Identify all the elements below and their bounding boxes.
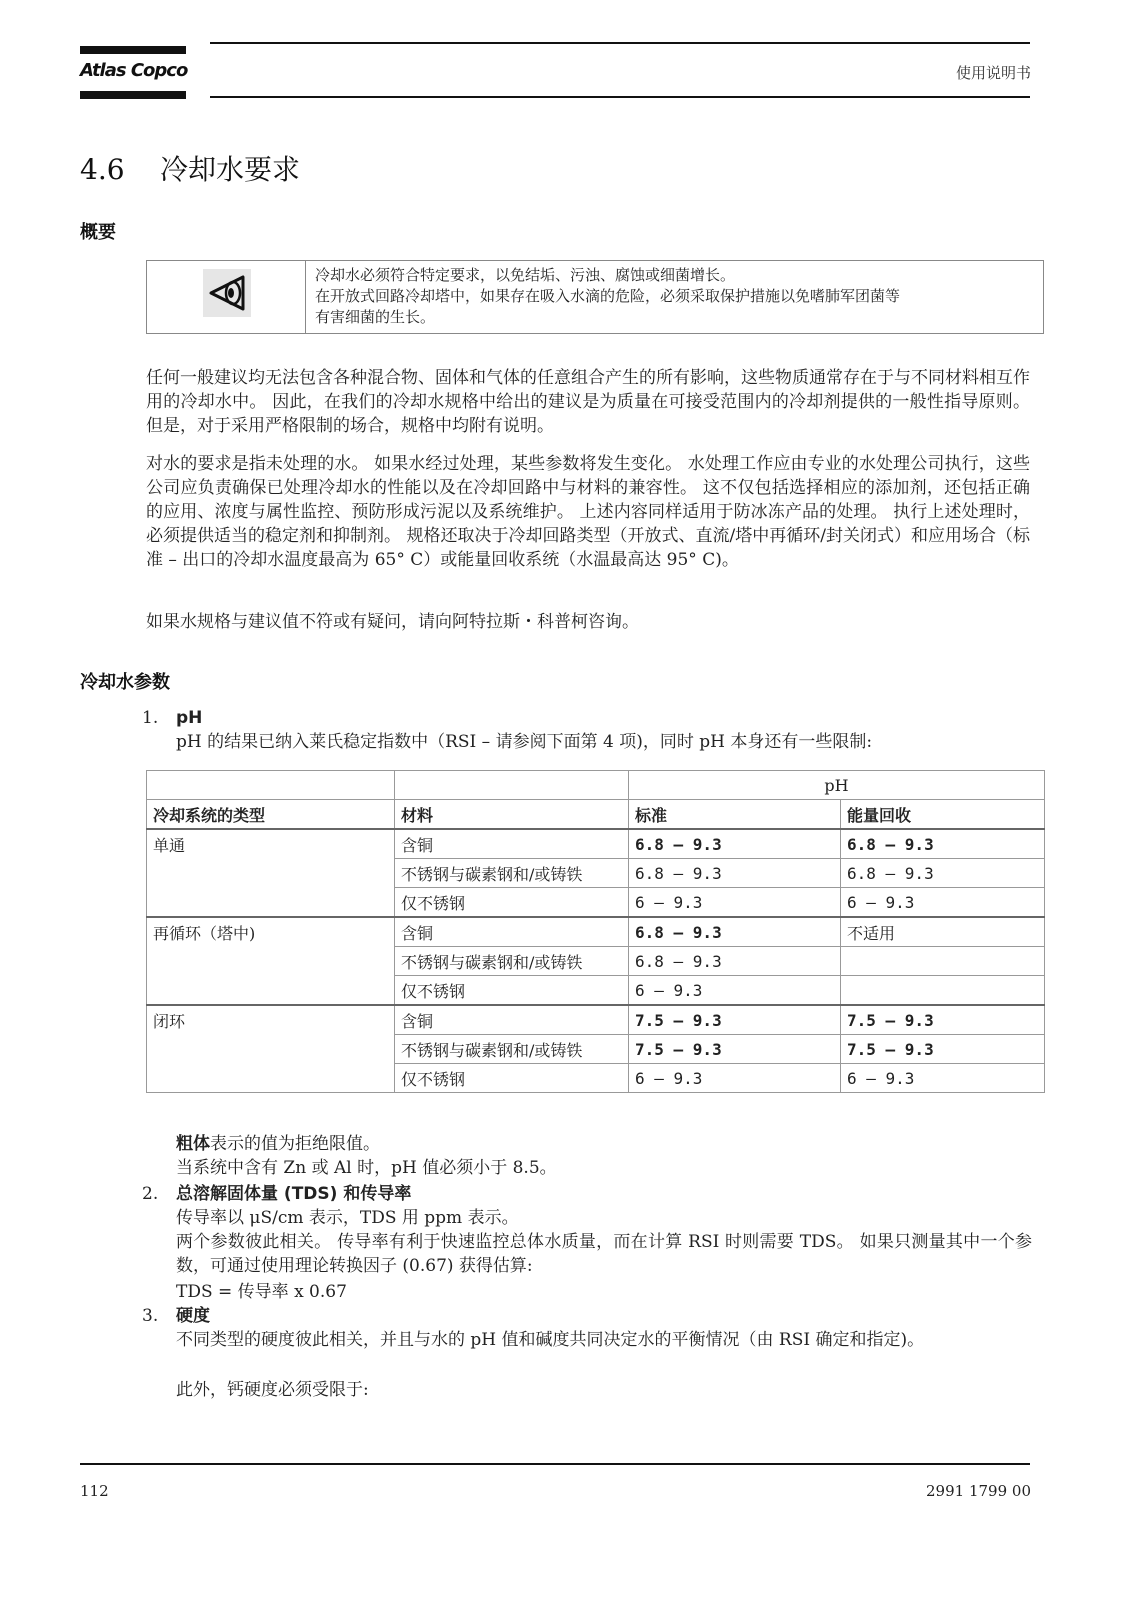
col-header-recovery: 能量回收 [841,800,1045,830]
logo-bottom-bar [80,91,186,99]
note-rest: 表示的值为拒绝限值。 [210,1134,380,1154]
item3-line1: 不同类型的硬度彼此相关，并且与水的 pH 值和碱度共同决定水的平衡情况（由 RSI 确定和指定)。 [176,1330,925,1350]
cell-recovery [841,947,1045,976]
paragraph-text: 如果水规格与建议值不符或有疑问，请向阿特拉斯・科普柯咨询。 [146,612,639,632]
document-number: 2991 1799 00 [926,1482,1031,1500]
item1-description: pH 的结果已纳入莱氏稳定指数中（RSI – 请参阅下面第 4 项)，同时 pH 本身还有一些限制: [176,732,873,752]
col-header-type: 冷却系统的类型 [147,800,395,830]
cell-type [147,1035,395,1064]
cell-type [147,947,395,976]
cell-material: 不锈钢与碳素钢和/或铸铁 [395,947,629,976]
overview-paragraph-1 [146,366,1030,438]
cell-recovery: 6 – 9.3 [841,1064,1045,1093]
table-cell [395,771,629,800]
cell-standard: 6.8 – 9.3 [629,917,841,947]
ph-group-header: pH [629,771,1045,800]
item2-formula: TDS = 传导率 x 0.67 [176,1282,347,1302]
warning-line: 有害细菌的生长。 [315,308,436,326]
table-row [147,947,1045,976]
overview-paragraph-2 [146,452,1030,572]
cell-recovery [841,976,1045,1006]
section-heading [80,148,300,188]
cell-material: 含铜 [395,917,629,947]
table-header-row [147,800,1045,830]
cell-type [147,888,395,918]
cell-type: 单通 [147,829,395,859]
cell-standard: 7.5 – 9.3 [629,1035,841,1064]
overview-paragraph-3 [146,610,1030,634]
item2-line1: 传导率以 μS/cm 表示，TDS 用 ppm 表示。 [176,1208,519,1228]
warning-box [146,260,1044,334]
cell-material: 仅不锈钢 [395,1064,629,1093]
note-bold-word: 粗体 [176,1134,210,1154]
section-title: 冷却水要求 [160,153,301,186]
cell-recovery: 不适用 [841,917,1045,947]
table-note-2: 当系统中含有 Zn 或 Al 时，pH 值必须小于 8.5。 [176,1158,557,1178]
cell-recovery: 6 – 9.3 [841,888,1045,918]
paragraph-text: 对水的要求是指未处理的水。 如果水经过处理，某些参数将发生变化。 水处理工作应由专业的水处理公司执行，这些公司应负责确保已处理冷却水的性能以及在冷却回路中与材料的兼容性。 这不仅包括选择相应的添加剂，还包括正确的应用、浓度与属性监控、预防形成污泥以及系统维护。 上述内容同样适用于防冰冻产品的处理。 执行上述处理时，必须提供适当的稳定剂和抑制剂。 规格还取决于冷却回路类型（开放式、直流/塔中再循环/封关闭式）和应用场合（标准 – 出口的冷却水温度最高为 65° C）或能量回收系统（水温最高达 95° C)。 [146,454,1030,570]
item1-number: 1. [142,708,159,728]
cell-material: 仅不锈钢 [395,976,629,1006]
table-note-1 [176,1132,1032,1156]
cell-material: 含铜 [395,1005,629,1035]
table-group-header-row [147,771,1045,800]
table-cell [147,771,395,800]
col-header-standard: 标准 [629,800,841,830]
cell-type [147,859,395,888]
table-row [147,1035,1045,1064]
item2-title: 总溶解固体量 (TDS) 和传导率 [176,1184,412,1204]
header-top-rule [210,42,1030,44]
cell-standard: 6.8 – 9.3 [629,947,841,976]
eye-warning-icon [203,269,251,317]
table-row [147,1064,1045,1093]
header-bottom-rule [210,96,1030,98]
table-row [147,829,1045,859]
warning-icon-cell [147,261,306,333]
cell-type: 再循环（塔中) [147,917,395,947]
cell-standard: 6 – 9.3 [629,888,841,918]
section-number: 4.6 [80,153,125,186]
item3-line2: 此外，钙硬度必须受限于: [176,1380,369,1400]
cell-recovery: 7.5 – 9.3 [841,1035,1045,1064]
params-heading: 冷却水参数 [80,672,170,693]
col-header-material: 材料 [395,800,629,830]
overview-heading: 概要 [80,222,116,243]
document-title: 使用说明书 [955,64,1031,82]
cell-recovery: 6.8 – 9.3 [841,859,1045,888]
cell-standard: 6 – 9.3 [629,1064,841,1093]
cell-material: 含铜 [395,829,629,859]
item2-line2: 两个参数彼此相关。 传导率有利于快速监控总体水质量，而在计算 RSI 时则需要 TDS。 如果只测量其中一个参数，可通过使用理论转换因子 (0.67) 获得估算: [176,1232,1032,1276]
cell-standard: 6.8 – 9.3 [629,859,841,888]
item3-number: 3. [142,1306,159,1326]
cell-type: 闭环 [147,1005,395,1035]
logo-top-bar [80,46,186,54]
ph-table [146,770,1045,1093]
page-number: 112 [80,1482,109,1500]
cell-standard: 6 – 9.3 [629,976,841,1006]
item3-title: 硬度 [176,1306,210,1326]
warning-line: 在开放式回路冷却塔中，如果存在吸入水滴的危险，必须采取保护措施以免嗜肺军团菌等 [315,287,901,305]
cell-standard: 6.8 – 9.3 [629,829,841,859]
paragraph-text: 任何一般建议均无法包含各种混合物、固体和气体的任意组合产生的所有影响，这些物质通常存在于与不同材料相互作用的冷却水中。 因此，在我们的冷却水规格中给出的建议是为质量在可接受范围内的冷却剂提供的一般性指导原则。 但是，对于采用严格限制的场合，规格中均附有说明。 [146,368,1030,436]
cell-type [147,1064,395,1093]
table-row [147,976,1045,1006]
cell-standard: 7.5 – 9.3 [629,1005,841,1035]
cell-material: 不锈钢与碳素钢和/或铸铁 [395,1035,629,1064]
warning-line: 冷却水必须符合特定要求，以免结垢、污浊、腐蚀或细菌增长。 [315,266,736,284]
cell-material: 仅不锈钢 [395,888,629,918]
item1-title: pH [176,708,203,728]
cell-recovery: 6.8 – 9.3 [841,829,1045,859]
cell-type [147,976,395,1006]
cell-material: 不锈钢与碳素钢和/或铸铁 [395,859,629,888]
cell-recovery: 7.5 – 9.3 [841,1005,1045,1035]
table-row [147,859,1045,888]
footer-rule [80,1463,1030,1465]
table-row [147,1005,1045,1035]
table-row [147,888,1045,918]
item2-number: 2. [142,1184,159,1204]
table-row [147,917,1045,947]
warning-text [315,265,1039,328]
atlas-copco-logo [80,46,186,100]
logo-text: Atlas Copco [80,60,188,81]
